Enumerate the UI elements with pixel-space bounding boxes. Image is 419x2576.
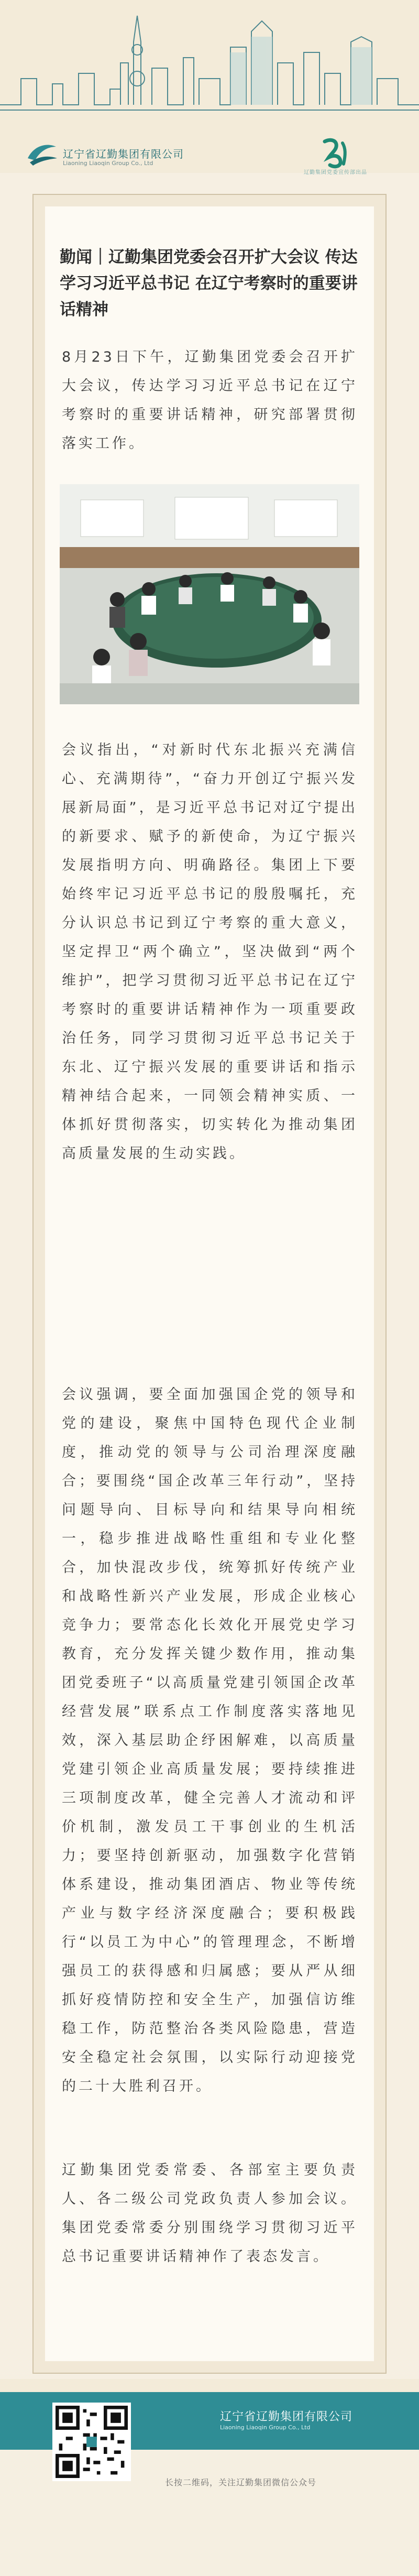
header-banner: [0, 0, 419, 176]
article-panel: [32, 194, 387, 2374]
footer-company-name-en: Liaoning Liaoqin Group Co., Ltd: [220, 2424, 311, 2431]
article-paragraph-4: 辽勤集团党委常委、各部室主要负责人、各二级公司党政负责人参加会议。集团党委常委分别围绕学习贯彻习近平总书记重要讲话精神作了表态发言。: [62, 2162, 358, 2265]
article-paragraph-1: 8月23日下午，辽勤集团党委会召开扩大会议，传达学习习近平总书记在辽宁考察时的重要讲话精神，研究部署贯彻落实工作。: [62, 349, 358, 452]
company-name-en: Liaoning Liaoqin Group Co., Ltd: [63, 160, 153, 167]
qr-code[interactable]: [52, 2403, 131, 2481]
qr-caption: 长按二维码，关注辽勤集团微信公众号: [165, 2477, 317, 2487]
footer-company-name-cn: 辽宁省辽勤集团有限公司: [220, 2410, 353, 2424]
article-title: 勤闻｜辽勤集团党委会召开扩大会议 传达学习习近平总书记 在辽宁考察时的重要讲话精神: [60, 248, 358, 319]
article-card: [45, 206, 374, 2361]
article-paragraph-3: 会议强调，要全面加强国企党的领导和党的建设，聚焦中国特色现代企业制度，推动党的领导与公司治理深度融合；要围绕“国企改革三年行动”，坚持问题导向、目标导向和结果导向相统一，稳步推进战略性重组和专业化整合，加快混改步伐，统筹抓好传统产业和战略性新兴产业发展，形成企业核心竞争力；要常态化长效化开展党史学习教育，充分发挥关键少数作用，推动集团党委班子“以高质量党建引领国企改革经营发展”联系点工作制度落实落地见效，深入基层助企纾困解难，以高质量党建引领企业高质量发展；要持续推进三项制度改革，健全完善人才流动和评价机制，激发员工干事创业的生机活力；要坚持创新驱动，加强数字化营销体系建设，推动集团酒店、物业等传统产业与数字经济深度融合；要积极践行“以员工为中心”的管理理念，不断增强员工的获得感和归属感；要从严从细抓好疫情防控和安全生产，加强信访维稳工作，防范整治各类风险隐患，营造安全稳定社会氛围，以实际行动迎接党的二十大胜利召开。: [62, 1387, 358, 2094]
article-paragraph-2: 会议指出，“对新时代东北振兴充满信心、充满期待”，“奋力开创辽宁振兴发展新局面”，是习近平总书记对辽宁提出的新要求、赋予的新使命，为辽宁振兴发展指明方向、明确路径。集团上下要始终牢记习近平总书记的殷殷嘱托，充分认识总书记到辽宁考察的重大意义，坚定捍卫“两个确立”，坚决做到“两个维护”，把学习贯彻习近平总书记在辽宁考察时的重要讲话精神作为一项重要政治任务，同学习贯彻习近平总书记关于东北、辽宁振兴发展的重要讲话和指示精神结合起来，一同领会精神实质、一体抓好贯彻落实，切实转化为推动集团高质量发展的生动实践。: [62, 742, 358, 1162]
company-name-cn: 辽宁省辽勤集团有限公司: [63, 148, 184, 160]
logo-caption: 辽勤集团党委宣传部出品: [304, 170, 367, 176]
calligraphy-logo-icon: [278, 134, 393, 173]
meeting-photo: [60, 484, 359, 704]
city-skyline-illustration: [0, 0, 419, 131]
company-logo-icon: [24, 137, 60, 169]
